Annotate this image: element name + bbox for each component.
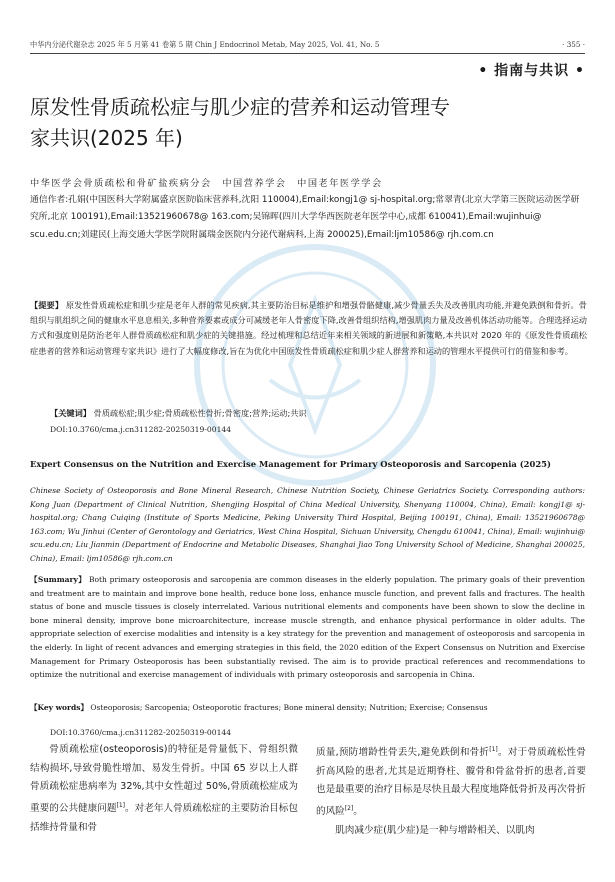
abstract-text: 原发性骨质疏松症和肌少症是老年人群的常见疾病,其主要防治目标是维护和增强骨骼健康,减少骨量丢失及改善肌肉功能,并避免跌倒和骨折。骨组织与肌组织之间的健康水平息息相关,多种营养要素或成分可减缓老年人骨密度下降,改善骨组织结构,增强肌肉力量及改善机体活动功能等。合理选择运动方式和强度则是防治老年人群骨质疏松症和肌少症的关键措施。经过梳理和总结近年来相关领域的新进展和新策略,本共识对 2020 年的《原发性骨质疏松症患者的营养和运动管理专家共识》进行了大幅度修改,旨在为优化中国原发性骨质疏松症和肌少症人群营养和运动的管理水平提供可行的借鉴和参考。 <box>30 300 587 356</box>
english-keywords <box>30 701 585 715</box>
en-keywords-text: Osteoporosis; Sarcopenia; Osteoporotic fractures; Bone mineral density; Nutrition; Exercise; Consensus <box>90 703 488 712</box>
author-groups: 中华医学会骨质疏松和骨矿盐疾病分会 中国营养学会 中国老年医学学会 <box>30 178 383 189</box>
page-number: · 355 · <box>562 40 585 49</box>
summary-label: 【Summary】 <box>30 575 87 584</box>
keywords-cn <box>50 408 580 419</box>
body-paragraph: 骨质疏松症(osteoporosis)的特征是骨量低下、骨组织微结构损坏,导致骨脆性增加、易发生骨折。中国 65 岁以上人群骨质疏松症患病率为 32%,其中女性超过 50%,骨质疏松症成为重要的公共健康问题[1]。对老年人骨质疏松症的主要防治目标包括维持骨量和骨 <box>30 744 298 833</box>
abstract-label: 【提要】 <box>30 300 64 310</box>
en-keywords-label: 【Key words】 <box>30 703 88 712</box>
article-title: 原发性骨质疏松症与肌少症的营养和运动管理专家共识(2025 年) <box>30 95 450 150</box>
body-paragraph-2: 肌肉减少症(肌少症)是一种与增龄相关、以肌肉 <box>335 824 535 836</box>
body-column-left <box>30 741 298 837</box>
doi-link[interactable]: DOI:10.3760/cma.j.cn311282-20250319-00144 <box>50 425 232 434</box>
english-summary <box>30 573 585 682</box>
body-column-right <box>316 741 586 840</box>
keywords-text: 骨质疏松症;肌少症;骨质疏松性骨折;骨密度;营养;运动;共识 <box>93 408 307 418</box>
citation-ref[interactable]: [1] <box>489 746 498 753</box>
body-paragraph: 质量,预防增龄性骨丢失,避免跌倒和骨折[1]。对于骨质疏松性骨折高风险的患者,尤其是近期脊柱、髋骨和骨盆骨折的患者,首要也是最重要的治疗目标是尽快且最大程度地降低骨折及再次骨折的风险[2]。 <box>316 746 586 818</box>
abstract-cn <box>30 298 587 359</box>
keywords-label: 【关键词】 <box>50 408 91 418</box>
citation-ref[interactable]: [2] <box>344 804 354 812</box>
corresponding-authors: 通信作者:孔娟(中国医科大学附属盛京医院临床营养科,沈阳 110004),Email:kongj1@ sj-hospital.org;常翠青(北京大学第三医院运动医学研究所,北京 100191),Email:13521960678@ 163.com;吴锦晖(四川大学华西医院老年医学中心,成都 610041),Email:wujinhui@ scu.edu.cn;刘建民(上海交通大学医学院附属瑞金医院内分泌代谢病科,上海 200025),Email:ljm10586@ rjh.com.cn <box>30 195 580 240</box>
doi-link-en[interactable]: DOI:10.3760/cma.j.cn311282-20250319-00144 <box>50 728 232 737</box>
summary-text: Both primary osteoporosis and sarcopenia are common diseases in the elderly population. The primary goals of their prevention and treatment are to maintain and improve bone health, reduce bone loss, enhance muscle function, and prevent falls and fractures. The health status of bone and muscle tissues is closely interrelated. Various nutritional elements and components have been shown to slow the decline in bone mineral density, improve bone microarchitecture, increase muscle strength, and enhance physical performance in older adults. The appropriate selection of exercise modalities and intensity is a key strategy for the prevention and management of osteoporosis and sarcopenia in the elderly. In light of recent advances and emerging strategies in this field, the 2020 edition of the Expert Consensus on Nutrition and Exercise Management for Primary Osteoporosis has been substantially revised. The aim is to provide practical references and recommendations to optimize the nutritional and exercise management of individuals with primary osteoporosis and sarcopenia in China. <box>30 575 585 680</box>
header-rule <box>30 53 585 54</box>
citation-ref[interactable]: [1] <box>116 801 125 809</box>
column-label: • 指南与共识 • <box>478 63 585 79</box>
running-head: 中华内分泌代谢杂志 2025 年 5 月第 41 卷第 5 期 Chin J Endocrinol Metab, May 2025, Vol. 41, No. 5 <box>30 40 380 49</box>
english-affiliations: Chinese Society of Osteoporosis and Bone Mineral Research, Chinese Nutrition Society, Chinese Geriatrics Society. Corresponding authors: Kong Juan (Department of Clinical Nutrition, Shengjing Hospital of China Medical University, Shenyang 110004, China), Email: kongj1@ sj-hospital.org; Chang Cuiqing (Institute of Sports Medicine, Peking University Third Hospital, Beijing 100191, China), Email: 13521960678@ 163.com; Wu Jinhui (Center of Gerontology and Geriatrics, West China Hospital, Sichuan University, Chengdu 610041, China), Email: wujinhui@ scu.edu.cn; Liu Jianmin (Department of Endocrine and Metabolic Diseases, Shanghai Jiao Tong University School of Medicine, Shanghai 200025, China), Email: ljm10586@ rjh.com.cn <box>30 486 585 563</box>
english-title: Expert Consensus on the Nutrition and Exercise Management for Primary Osteoporosis and Sarcopenia (2025) <box>30 459 551 469</box>
watermark-seal-icon <box>190 240 440 490</box>
